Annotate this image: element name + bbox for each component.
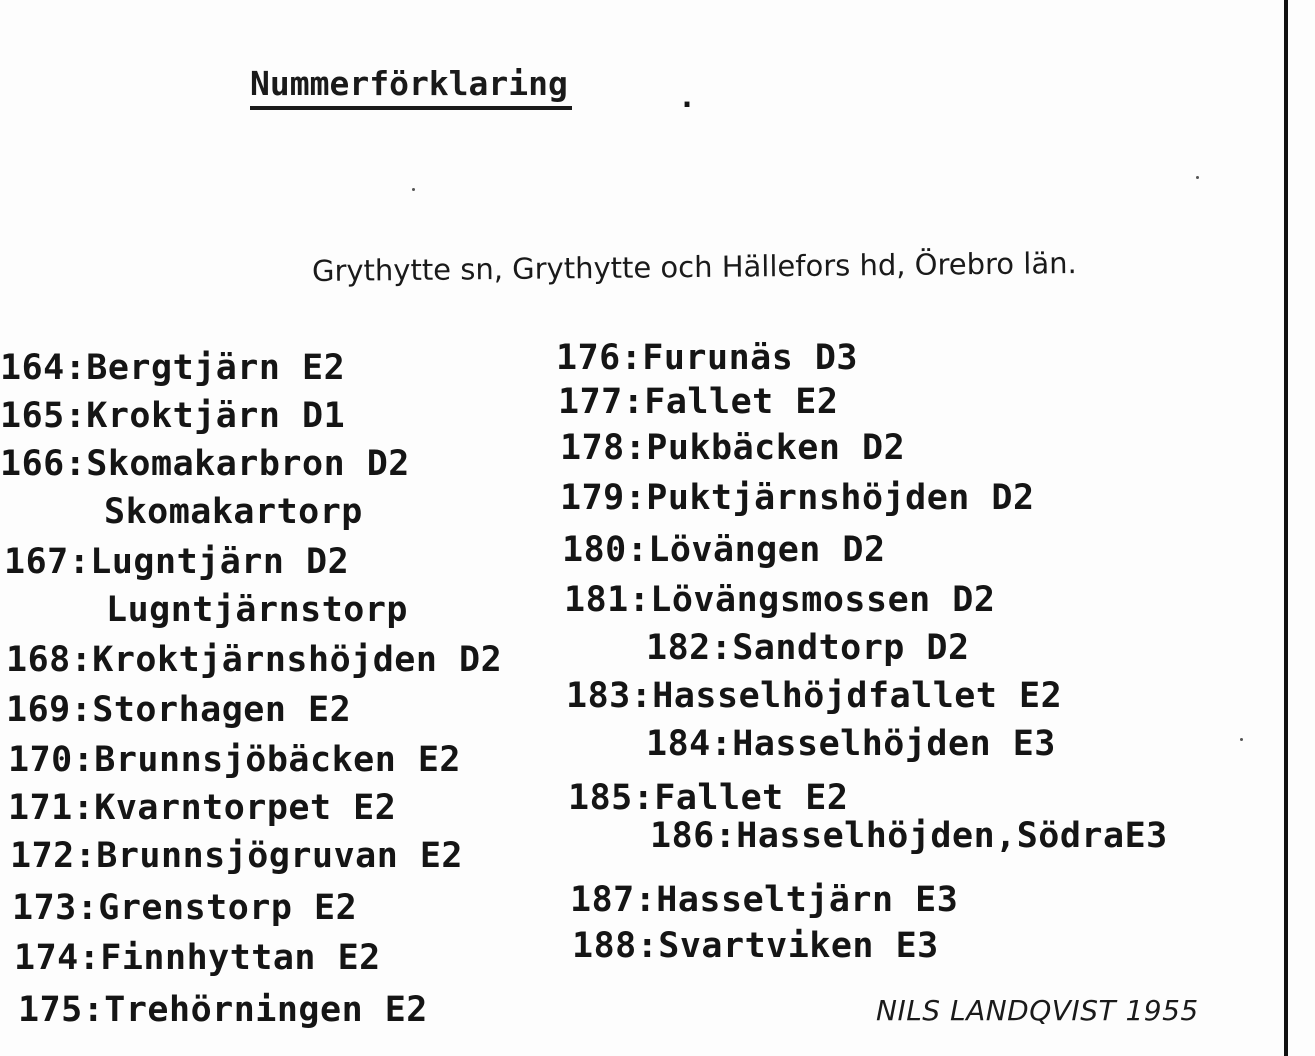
author-signature: NILS LANDQVIST 1955 <box>876 994 1199 1027</box>
entry-183: 183:Hasselhöjdfallet E2 <box>566 676 1063 716</box>
entry-181: 181:Lövängsmossen D2 <box>564 580 996 620</box>
entry-171: 171:Kvarntorpet E2 <box>8 788 397 828</box>
entry-174: 174:Finnhyttan E2 <box>14 938 381 978</box>
entry-169: 169:Storhagen E2 <box>6 690 352 730</box>
scan-speck <box>412 188 415 191</box>
entry-176: 176:Furunäs D3 <box>556 338 859 378</box>
entry-165: 165:Kroktjärn D1 <box>0 396 346 436</box>
page-heading: Nummerförklaring <box>250 62 572 110</box>
entry-168: 168:Kroktjärnshöjden D2 <box>6 640 503 680</box>
entry-188: 188:Svartviken E3 <box>572 926 939 966</box>
page-edge-line <box>1284 0 1288 1056</box>
scan-speck <box>1196 176 1199 179</box>
heading-period: . <box>678 80 697 115</box>
entry-173: 173:Grenstorp E2 <box>12 888 358 928</box>
entry-184: 184:Hasselhöjden E3 <box>646 724 1056 764</box>
scan-speck <box>1240 738 1243 741</box>
entry-187: 187:Hasseltjärn E3 <box>570 880 959 920</box>
entry-185: 185:Fallet E2 <box>568 778 849 818</box>
entry-170: 170:Brunnsjöbäcken E2 <box>8 740 462 780</box>
entry-180: 180:Lövängen D2 <box>562 530 886 570</box>
entry-166-continuation: Skomakartorp <box>104 492 363 532</box>
entry-166: 166:Skomakarbron D2 <box>0 444 410 484</box>
entry-177: 177:Fallet E2 <box>558 382 839 422</box>
entry-179: 179:Puktjärnshöjden D2 <box>560 478 1035 518</box>
entry-164: 164:Bergtjärn E2 <box>0 348 346 388</box>
entry-182: 182:Sandtorp D2 <box>646 628 970 668</box>
entry-178: 178:Pukbäcken D2 <box>560 428 906 468</box>
location-subtitle: Grythytte sn, Grythytte och Hällefors hd, Örebro län. <box>311 245 1077 288</box>
entry-167: 167:Lugntjärn D2 <box>4 542 350 582</box>
entry-186: 186:Hasselhöjden,SödraE3 <box>650 816 1168 856</box>
entry-175: 175:Trehörningen E2 <box>18 990 428 1030</box>
entry-167-continuation: Lugntjärnstorp <box>106 590 409 630</box>
entry-172: 172:Brunnsjögruvan E2 <box>10 836 464 876</box>
